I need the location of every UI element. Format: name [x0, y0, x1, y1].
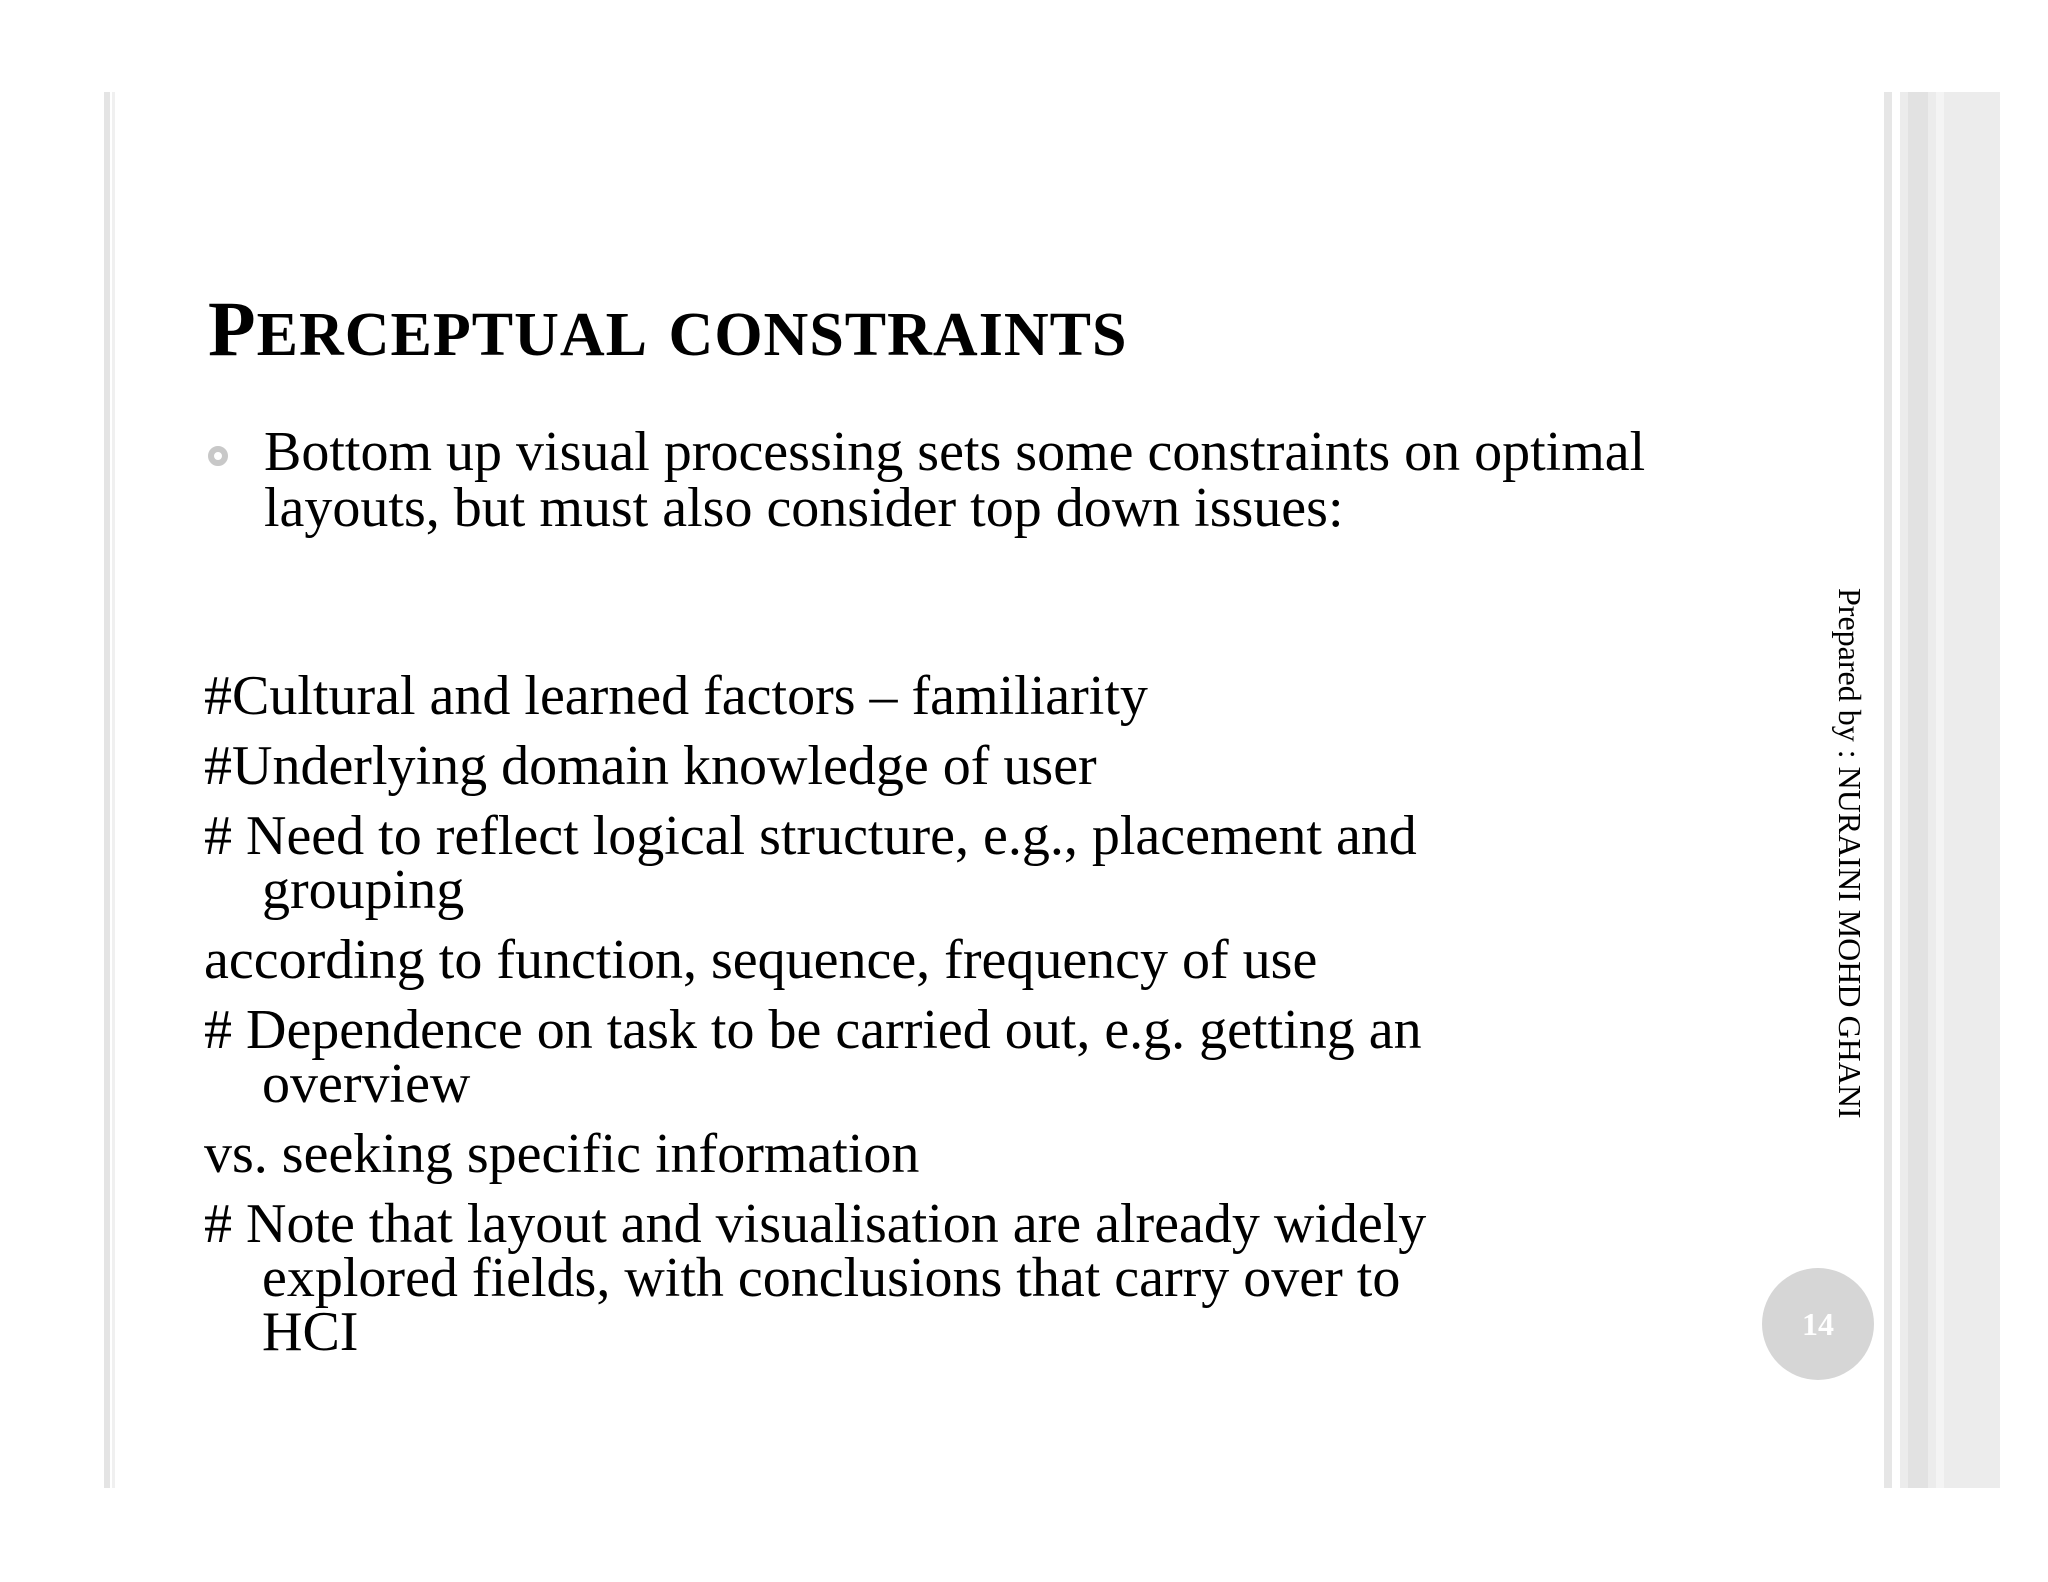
title-first-letter: P — [208, 285, 257, 372]
body-line-continuation: explored fields, with conclusions that carry over to — [262, 1247, 1401, 1309]
body-line: # Need to reflect logical structure, e.g., placement and — [204, 805, 1417, 867]
left-border-inner — [112, 92, 115, 1488]
left-border — [104, 92, 110, 1488]
body-line: # Note that layout and visualisation are already widely — [204, 1193, 1427, 1255]
body-line-continuation: HCI — [262, 1301, 359, 1363]
title-second-word: CONSTRAINTS — [668, 301, 1128, 369]
right-border — [1884, 92, 1892, 1488]
slide-title — [208, 285, 1128, 372]
right-border-stripe — [1908, 92, 1928, 1488]
body-line-continuation: overview — [262, 1053, 471, 1115]
right-border-highlight — [1936, 92, 1944, 1488]
body-line: # Dependence on task to be carried out, e.g. getting an — [204, 999, 1422, 1061]
body-line-continuation: grouping — [262, 859, 465, 921]
body-line: #Underlying domain knowledge of user — [204, 735, 1097, 797]
page-number-badge — [1762, 1268, 1874, 1380]
body-line: #Cultural and learned factors – familiarity — [204, 665, 1148, 727]
body-line: vs. seeking specific information — [204, 1123, 920, 1185]
hollow-circle-bullet-icon — [208, 446, 228, 466]
title-first-word-rest: ERCEPTUAL — [256, 301, 649, 369]
side-credit: Prepared by : NURAINI MOHD GHANI — [1832, 588, 1868, 1119]
bullet-text: Bottom up visual processing sets some constraints on optimal layouts, but must also consider top down issues: — [264, 421, 1646, 539]
body-line: according to function, sequence, frequency of use — [204, 929, 1318, 991]
page-number: 14 — [1802, 1305, 1834, 1342]
